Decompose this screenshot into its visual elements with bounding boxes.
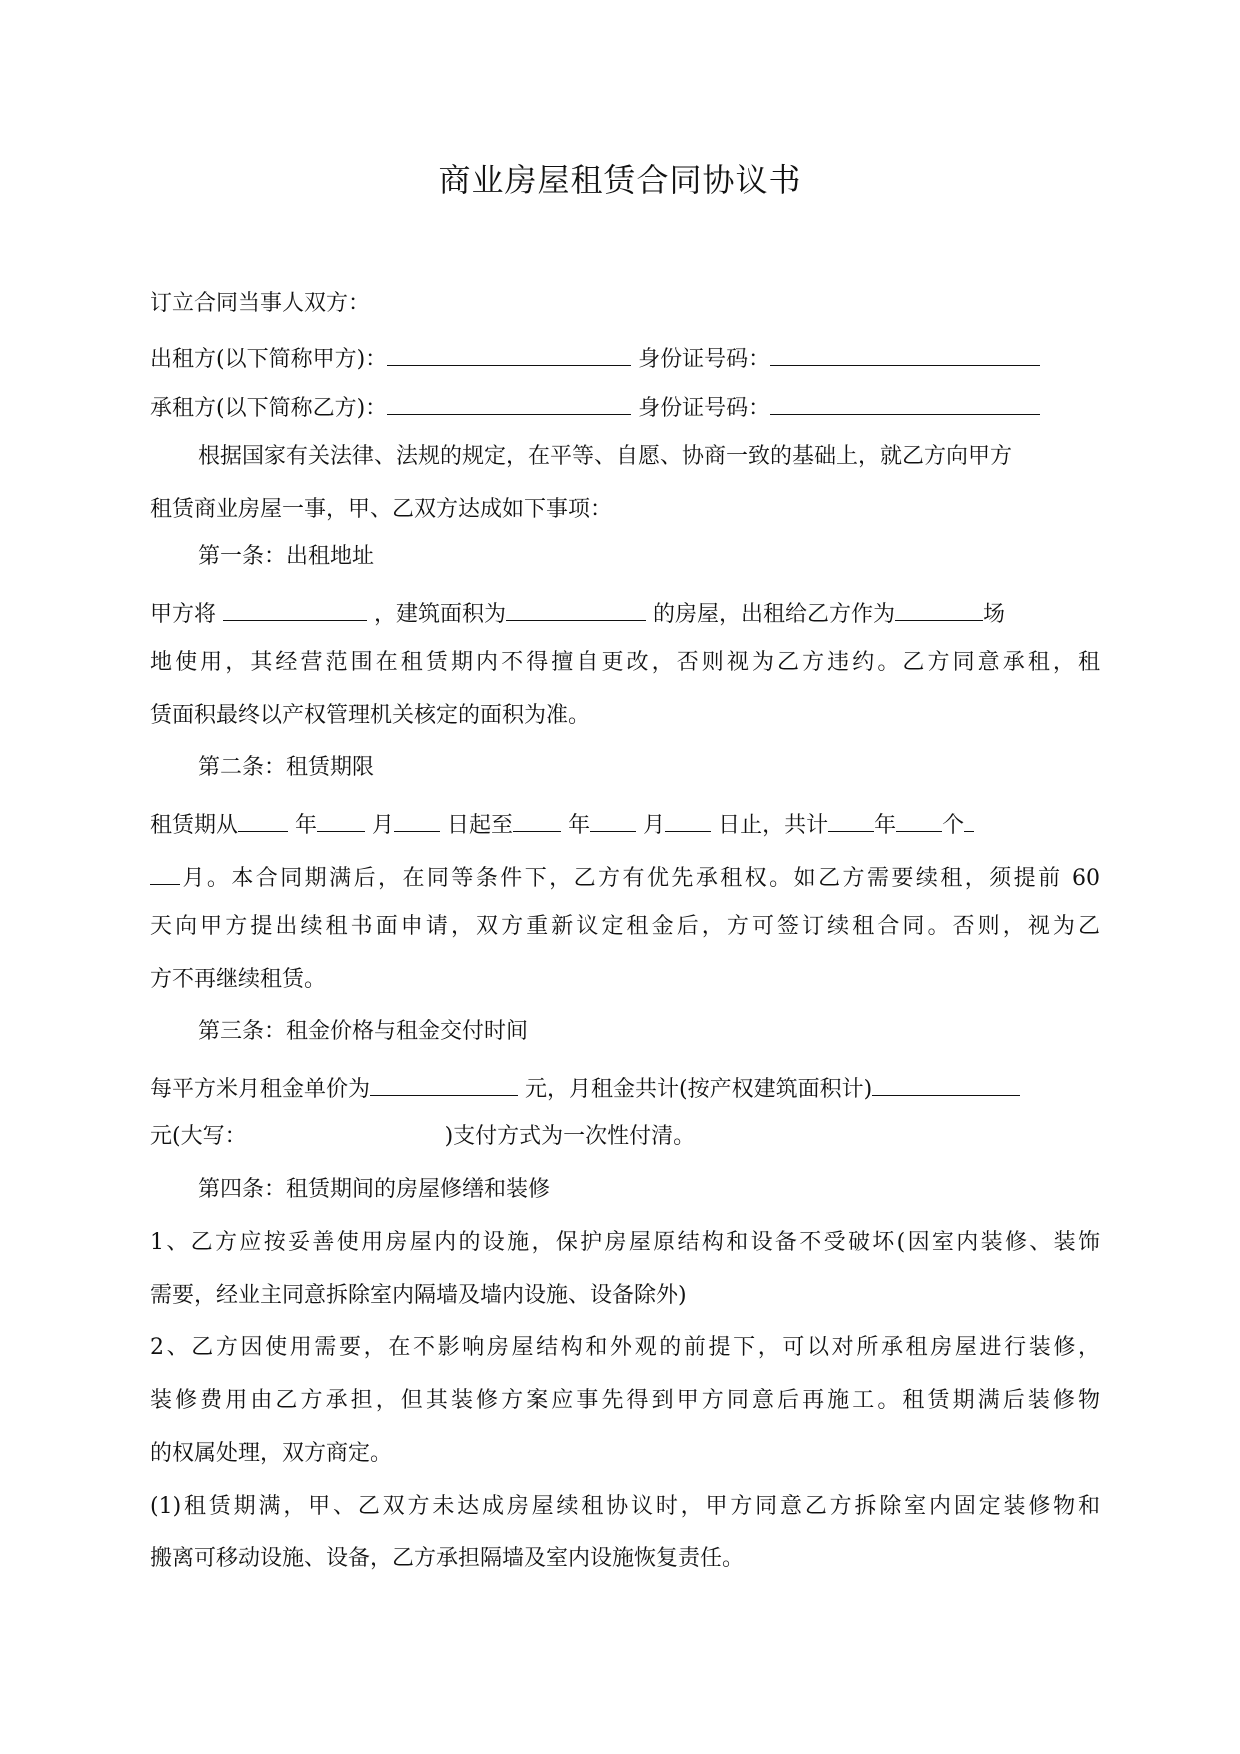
- article-4-p1-line-2: 需要，经业主同意拆除室内隔墙及墙内设施、设备除外): [150, 1283, 687, 1308]
- unit-price-blank: [370, 1069, 518, 1096]
- start-day-label: 日起至: [447, 813, 514, 838]
- art3-text-a: 每平方米月租金单价为: [150, 1077, 371, 1102]
- party-a-label: 出租方(以下简称甲方)：: [150, 347, 388, 372]
- area-blank: [506, 594, 646, 621]
- article-1-line-1: [150, 594, 1100, 631]
- parties-intro: 订立合同当事人双方：: [150, 291, 371, 316]
- end-day-label: 日止，共计: [718, 813, 829, 838]
- party-b-row: [150, 388, 1100, 425]
- article-4-p2-line-1: 2、乙方因使用需要，在不影响房屋结构和外观的前提下，可以对所承租房屋进行装修，: [150, 1335, 1100, 1360]
- address-blank: [223, 594, 367, 621]
- art1-text-a: 甲方将: [150, 602, 217, 627]
- party-b-id-blank: [770, 388, 1040, 415]
- article-3-line-1: [150, 1069, 1100, 1106]
- article-4-heading: 第四条：租赁期间的房屋修缮和装修: [198, 1177, 551, 1202]
- art3-text-d: )支付方式为一次性付清。: [444, 1124, 696, 1149]
- art3-text-b: 元，月租金共计(按产权建筑面积计): [525, 1077, 873, 1102]
- monthly-rent-blank: [872, 1069, 1020, 1096]
- article-1-heading: 第一条：出租地址: [198, 544, 375, 569]
- party-a-id-label: 身份证号码：: [638, 347, 771, 372]
- article-1-line-2: 地使用，其经营范围在租赁期内不得擅自更改，否则视为乙方违约。乙方同意承租，租: [150, 650, 1100, 675]
- article-4-p3-line-2: 搬离可移动设施、设备，乙方承担隔墙及室内设施恢复责任。: [150, 1546, 745, 1571]
- end-month-label: 月: [643, 813, 666, 838]
- article-3-line-2: [150, 1121, 1100, 1153]
- total-months-blank: [896, 805, 942, 832]
- start-month-blank: [317, 805, 365, 832]
- start-year-label: 年: [295, 813, 318, 838]
- start-year-blank: [238, 805, 288, 832]
- article-2-line-3: 天向甲方提出续租书面申请，双方重新议定租金后，方可签订续租合同。否则，视为乙: [150, 914, 1100, 939]
- article-4-p2-line-2: 装修费用由乙方承担，但其装修方案应事先得到甲方同意后再施工。租赁期满后装修物: [150, 1388, 1100, 1413]
- party-a-row: [150, 339, 1100, 376]
- total-months-unit: 个: [942, 813, 965, 838]
- art1-text-c: 的房屋，出租给乙方作为: [653, 602, 896, 627]
- article-4-p1-line-1: 1、乙方应按妥善使用房屋内的设施，保护房屋原结构和设备不受破坏(因室内装修、装饰: [150, 1230, 1100, 1255]
- end-month-blank: [590, 805, 636, 832]
- total-months-blank-cont: [964, 805, 974, 832]
- party-b-id-label: 身份证号码：: [638, 396, 771, 421]
- art2-line-2-text: 月。本合同期满后，在同等条件下，乙方有优先承租权。如乙方需要续租，须提前 60: [180, 866, 1100, 891]
- document-title: 商业房屋租赁合同协议书: [438, 161, 802, 199]
- end-year-blank: [513, 805, 561, 832]
- art3-text-c: 元(大写：: [150, 1124, 247, 1149]
- end-day-blank: [665, 805, 711, 832]
- end-year-label: 年: [568, 813, 591, 838]
- preamble-line-2: 租赁商业房屋一事，甲、乙双方达成如下事项：: [150, 497, 613, 522]
- party-b-name-blank: [387, 388, 631, 415]
- article-4-p2-line-3: 的权属处理，双方商定。: [150, 1441, 393, 1466]
- start-month-label: 月: [372, 813, 395, 838]
- preamble-line-1: 根据国家有关法律、法规的规定，在平等、自愿、协商一致的基础上，就乙方向甲方: [198, 444, 1013, 469]
- article-1-line-3: 赁面积最终以产权管理机关核定的面积为准。: [150, 703, 591, 728]
- article-2-line-1: [150, 805, 1100, 842]
- article-2-line-4: 方不再继续租赁。: [150, 967, 327, 992]
- article-3-heading: 第三条：租金价格与租金交付时间: [198, 1019, 529, 1044]
- article-2-heading: 第二条：租赁期限: [198, 755, 375, 780]
- usage-blank: [895, 594, 983, 621]
- total-years-blank: [828, 805, 874, 832]
- total-months-blank-wrap: [150, 858, 180, 885]
- art1-text-b: ，建筑面积为: [374, 602, 507, 627]
- article-2-line-2: [150, 858, 1100, 895]
- start-day-blank: [394, 805, 440, 832]
- art1-text-d: 场: [983, 602, 1006, 627]
- total-years-label: 年: [874, 813, 897, 838]
- party-b-label: 承租方(以下简称乙方)：: [150, 396, 388, 421]
- article-4-p3-line-1: (1)租赁期满，甲、乙双方未达成房屋续租协议时，甲方同意乙方拆除室内固定装修物和: [150, 1494, 1100, 1519]
- party-a-name-blank: [387, 339, 631, 366]
- party-a-id-blank: [770, 339, 1040, 366]
- art2-start-text: 租赁期从: [150, 813, 239, 838]
